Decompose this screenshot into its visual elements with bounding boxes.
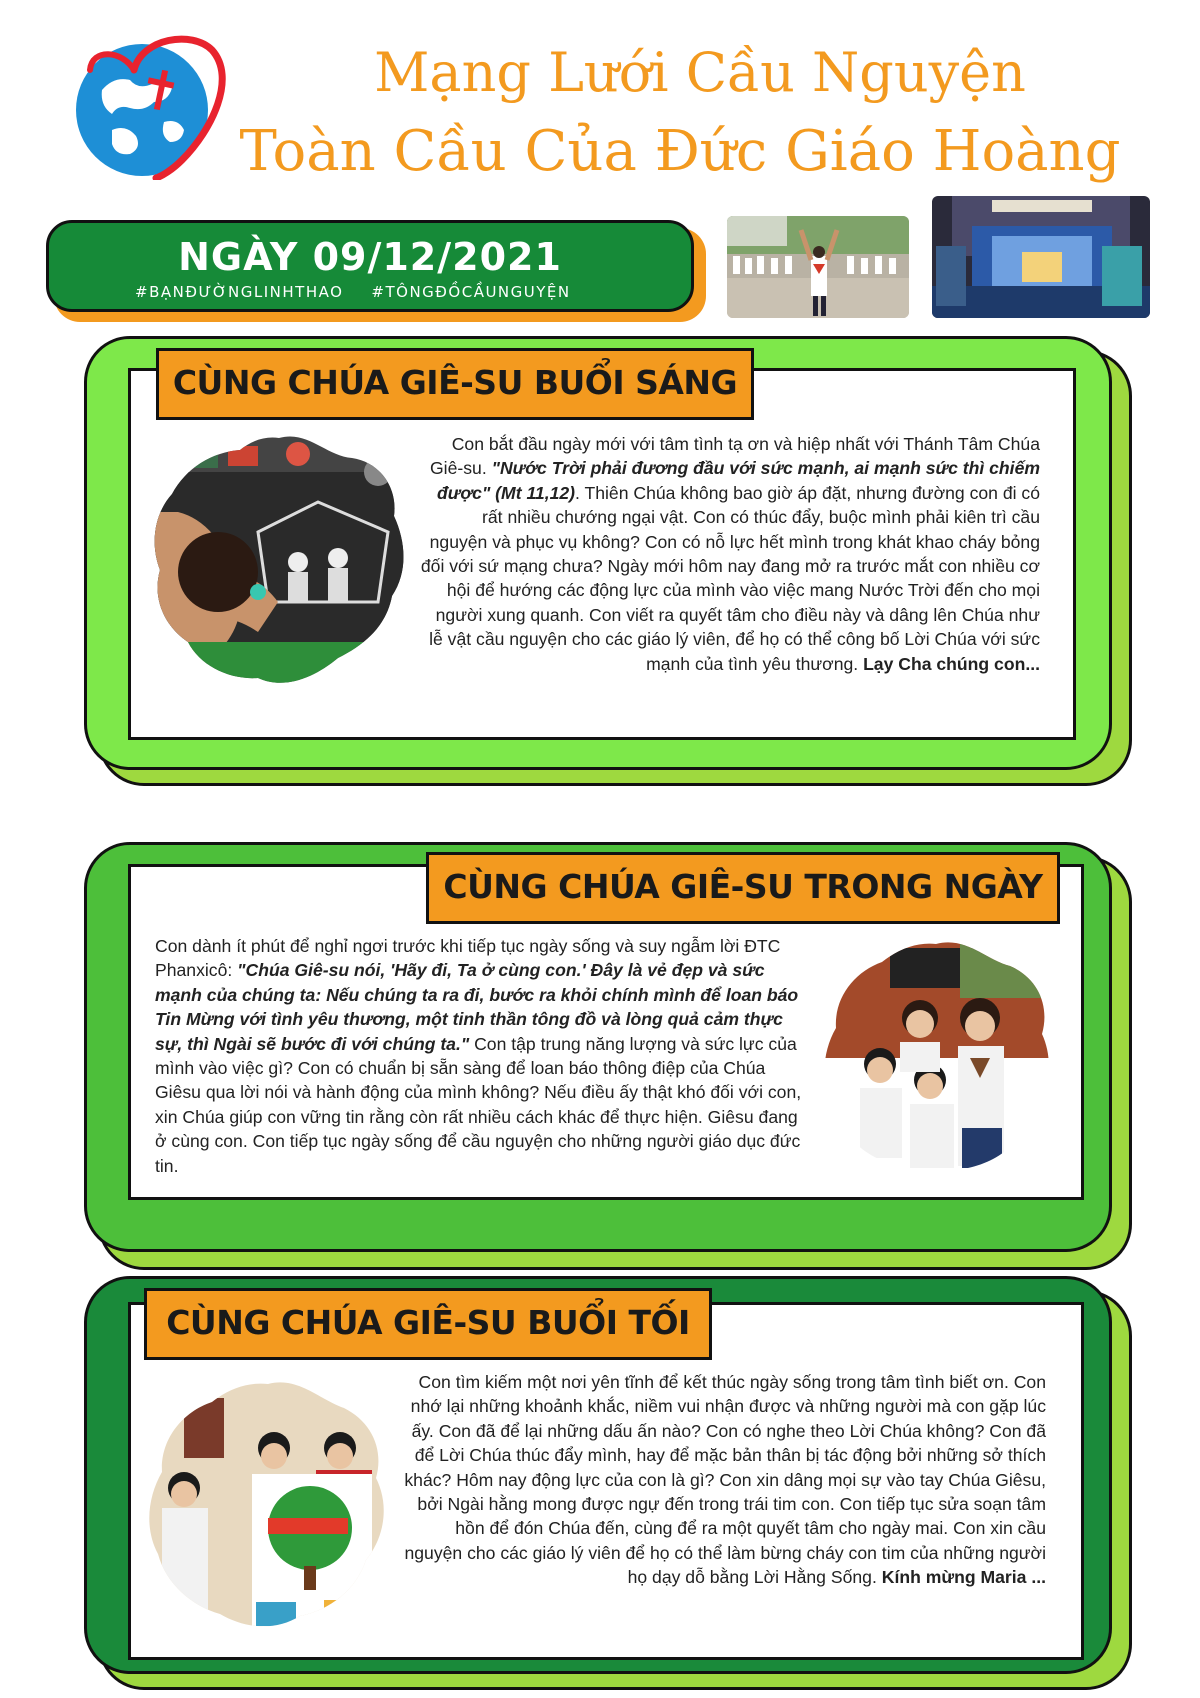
daytime-quote: "Chúa Giê-su nói, 'Hãy đi, Ta ở cùng con.' Đây là vẻ đẹp và sức mạnh của chúng ta: Nếu chúng ta ra đi, bước ra khỏi chính mình để loan báo Tin Mừng với tình yêu thương, một tinh thần tông đồ và lòng quả cảm thực sự, thì Ngài sẽ bước đi với chúng ta." — [155, 960, 799, 1054]
date-banner — [46, 220, 694, 312]
morning-quote: "Nước Trời phải đương đầu với sức mạnh, ai mạnh sức thì chiếm được" (Mt 11,12) — [437, 458, 1040, 503]
title-line1: Mạng Lưới Cầu Nguyện — [374, 41, 1026, 104]
hashtag-1: #BẠNĐƯỜNGLINHTHAO — [135, 283, 344, 301]
globe-heart-logo — [72, 30, 242, 180]
hashtags — [135, 283, 571, 301]
photo-child-drawing — [148, 432, 410, 688]
photo-children-dancing — [727, 216, 909, 318]
date-text: NGÀY 09/12/2021 — [178, 235, 562, 279]
photo-children-group — [820, 938, 1052, 1178]
title-line2: Toàn Cầu Của Đức Giáo Hoàng — [239, 119, 1121, 184]
evening-text-p1: Con tìm kiếm một nơi yên tĩnh để kết thúc ngày sống trong tâm tình biết ơn. Con nhớ lại những khoảnh khắc, niềm vui nhận được và những người mà con gặp lúc ấy. Con đã để lại những dấu ấn nào? Con có nghe theo Lời Chúa không? Con đã để Lời Chúa thúc đẩy mình, hay để mặc bản thân bị tác động bởi những sở thích khác? Hôm nay động lực của con là gì? Con xin dâng mọi sự vào tay Chúa Giêsu, bởi Ngài hằng mong được ngự đến trong trái tim con. Con tiếp tục sửa soạn tâm hồn để đón Chúa đến, cùng để ra một quyết tâm cho ngày mai. Con xin cầu nguyện cho các giáo lý viên để họ có thể làm bừng cháy con tim của những người họ dạy dỗ bằng Lời Hằng Sống. — [404, 1372, 1046, 1588]
morning-closing-prayer: Lạy Cha chúng con... — [863, 653, 1040, 674]
evening-heading: CÙNG CHÚA GIÊ-SU BUỔI TỐI — [144, 1288, 712, 1360]
morning-heading: CÙNG CHÚA GIÊ-SU BUỔI SÁNG — [156, 348, 754, 420]
morning-text-p2: . Thiên Chúa không bao giờ áp đặt, nhưng đường con đi có rất nhiều chướng ngại vật. Con có thúc đẩy, buộc mình phải kiên trì cầu nguyện và phục vụ không? Con có nỗ lực hết mình trong khát khao cháy bỏng đối với sứ mạng chưa? Ngày mới hôm nay đang mở ra trước mắt con nhiều cơ hội để hướng các động lực của mình vào việc mang Nước Trời đến cho mọi người xung quanh. Con viết ra quyết tâm cho điều này và dâng lên Chúa như lễ vật cầu nguyện cho các giáo lý viên, để họ có thể công bố Lời Chúa với sức mạnh của tình yêu thương. — [420, 482, 1040, 674]
evening-text — [396, 1370, 1046, 1590]
hashtag-2: #TÔNGĐỒCẦUNGUYỆN — [371, 283, 571, 301]
evening-closing-prayer: Kính mừng Maria ... — [881, 1567, 1046, 1588]
daytime-text-p1: Con dành ít phút để nghỉ ngơi trước khi tiếp tục ngày sống và suy ngẫm lời ĐTC Phanxicô: — [155, 936, 781, 981]
daytime-heading: CÙNG CHÚA GIÊ-SU TRONG NGÀY — [426, 852, 1060, 924]
daytime-text — [155, 934, 805, 1178]
photo-youth-christmas-poster — [144, 1378, 392, 1632]
photo-christmas-crib — [932, 196, 1150, 318]
morning-text-p1: Con bắt đầu ngày mới với tâm tình tạ ơn và hiệp nhất với Thánh Tâm Chúa Giê-su. — [430, 434, 1040, 479]
daytime-text-p2: Con tập trung năng lượng và sức lực của mình vào việc gì? Con có chuẩn bị sẵn sàng để loan báo thông điệp của Chúa Giêsu qua lời nói và hành động của mình không? Nếu điều ấy thật khó đối với con, xin Chúa giúp con vững tin rằng còn rất nhiều cách khác để thực hiện. Giêsu đang ở cùng con. Con tiếp tục ngày sống để cầu nguyện cho những người giáo dục đức tin. — [155, 1033, 802, 1176]
morning-text — [420, 432, 1040, 676]
